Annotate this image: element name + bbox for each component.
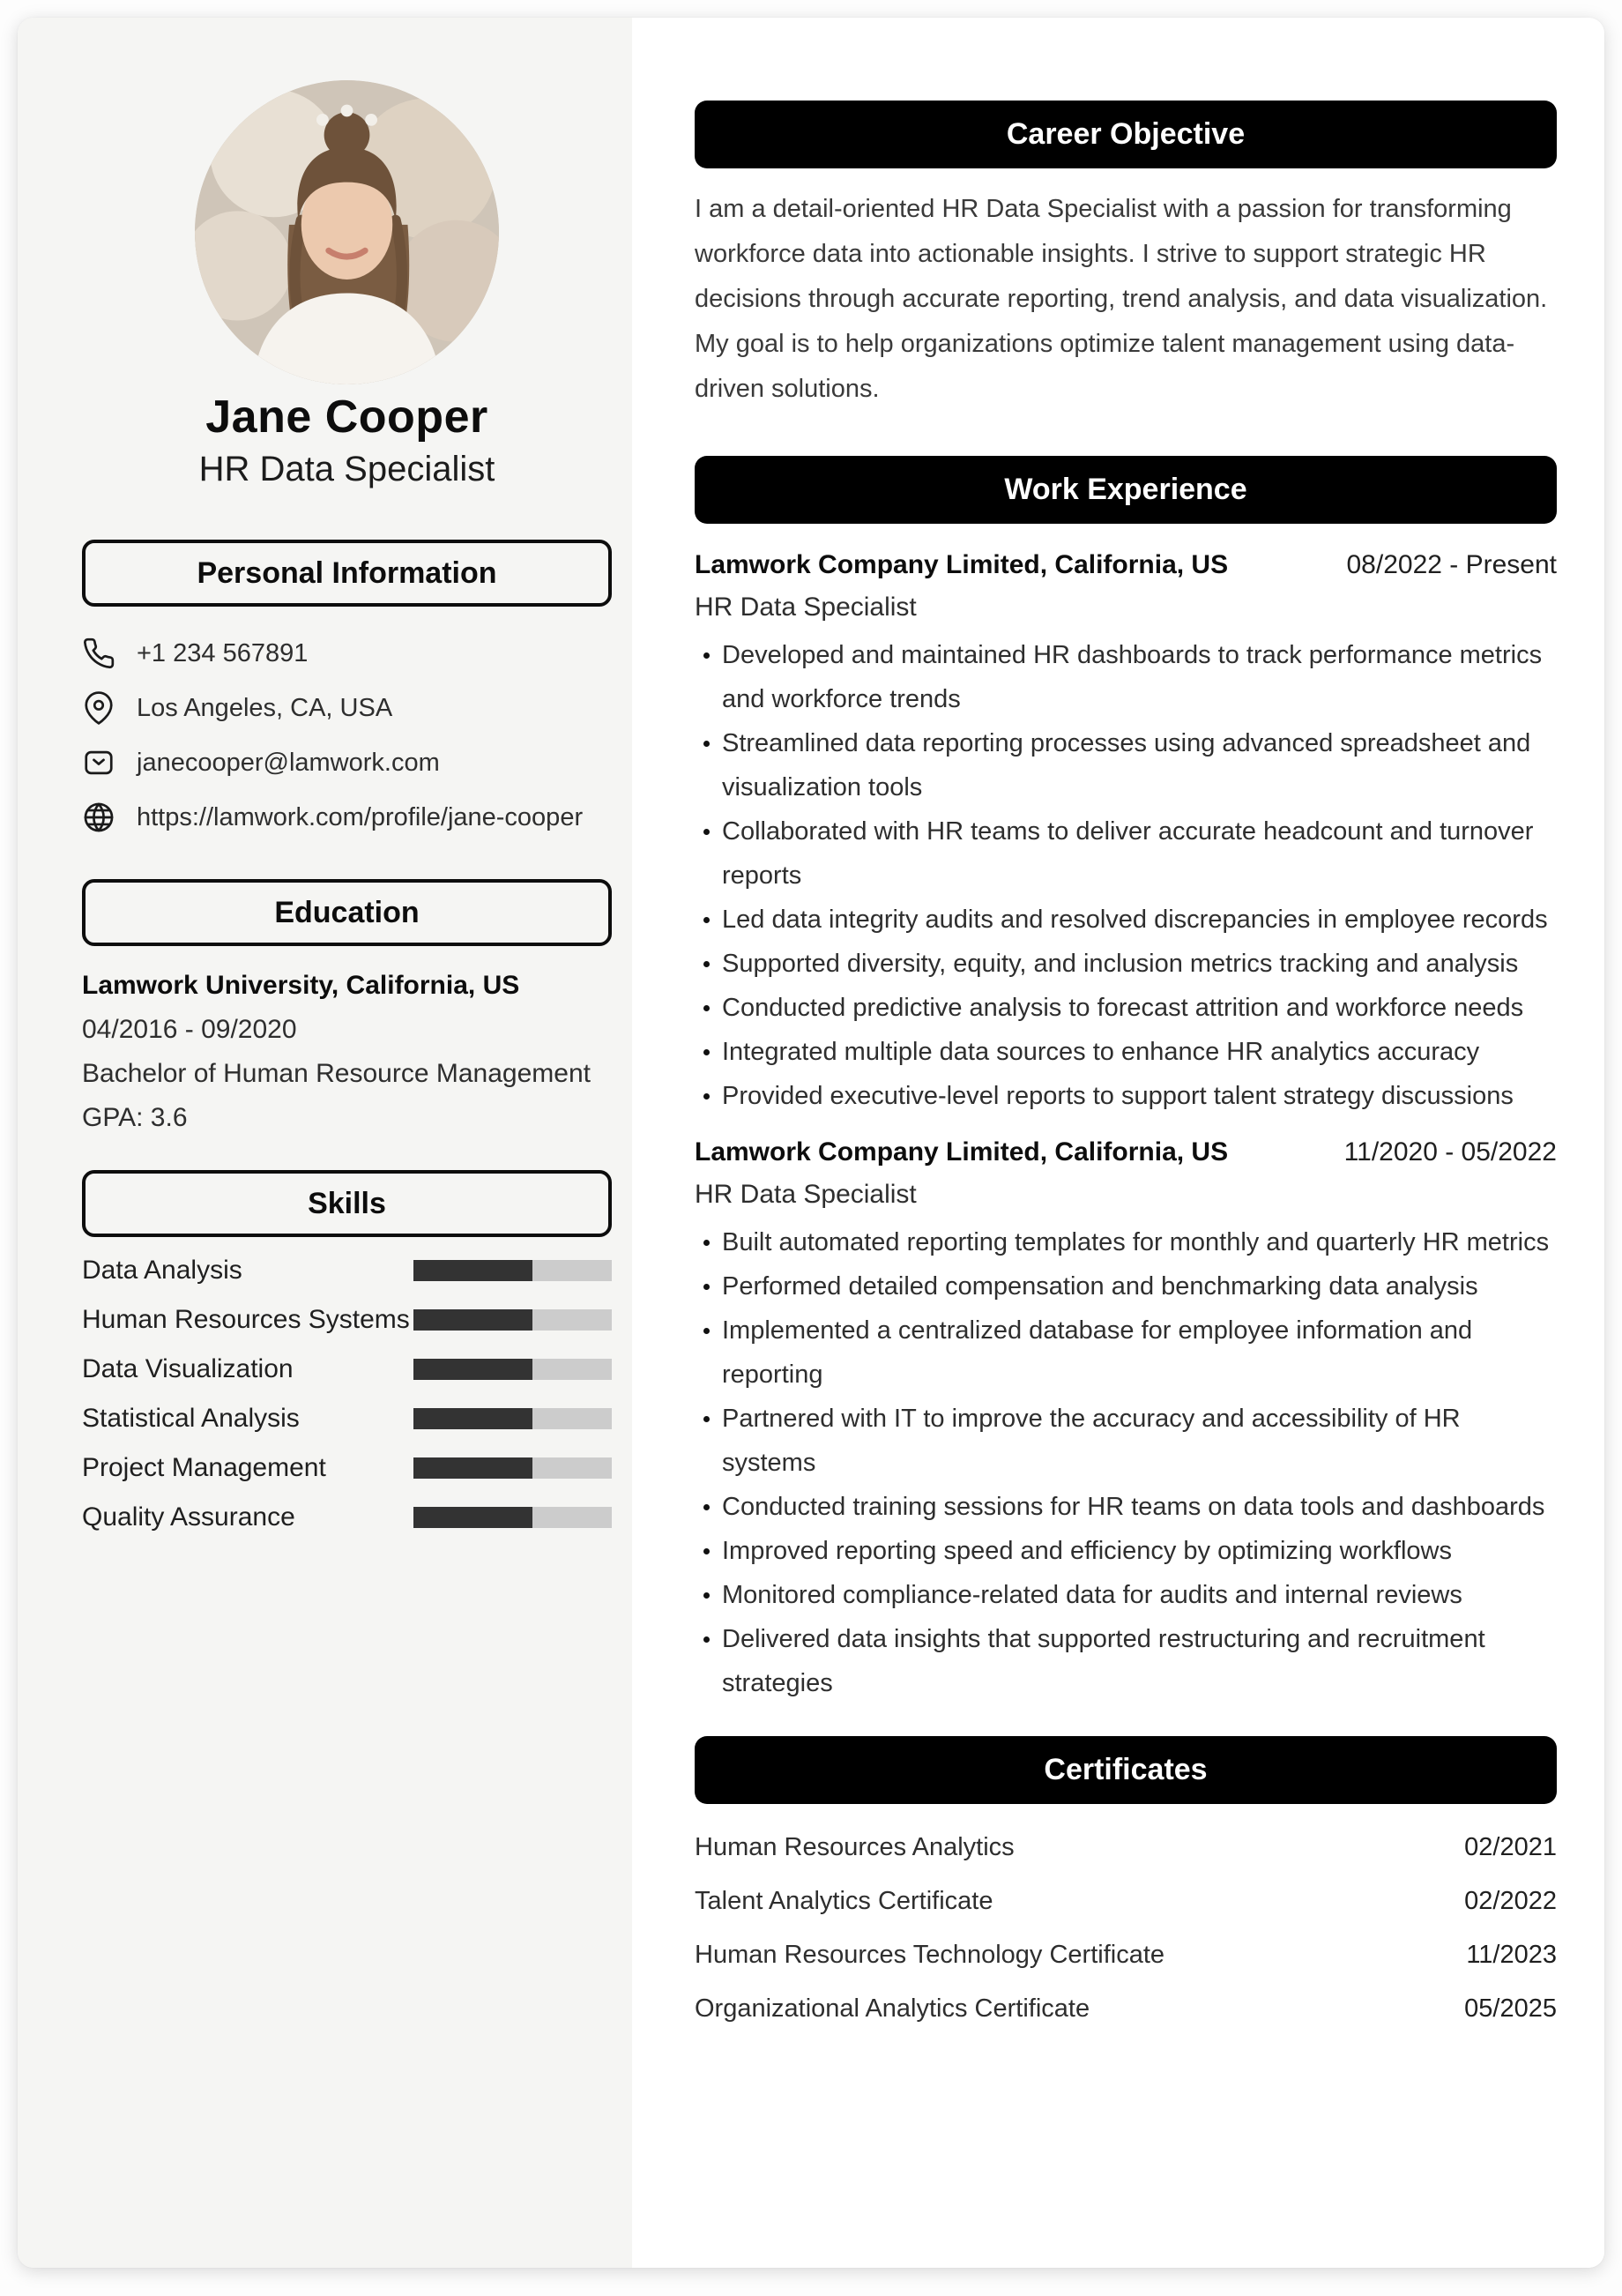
job-bullet: Streamlined data reporting processes using advanced spreadsheet and visualization tools <box>695 721 1557 809</box>
skill-progress-fill <box>413 1260 532 1281</box>
skill-list <box>82 1246 612 1542</box>
education-dates: 04/2016 - 09/2020 <box>82 1015 297 1044</box>
resume-page <box>18 18 1604 2268</box>
job-bullet: Led data integrity audits and resolved discrepancies in employee records <box>695 898 1557 942</box>
location-icon <box>82 691 115 725</box>
section-header-education <box>82 879 612 946</box>
job-dates: 08/2022 - Present <box>1346 550 1557 579</box>
person-title: HR Data Specialist <box>198 450 495 488</box>
contact-row-location <box>82 681 612 735</box>
skill-progress-bar <box>413 1359 612 1380</box>
job-bullet: Integrated multiple data sources to enhance HR analytics accuracy <box>695 1030 1557 1074</box>
skill-row <box>82 1295 612 1345</box>
skill-progress-fill <box>413 1309 532 1331</box>
skill-progress-bar <box>413 1408 612 1429</box>
job-bullet: Conducted training sessions for HR teams on data tools and dashboards <box>695 1485 1557 1529</box>
job-bullet: Performed detailed compensation and benchmarking data analysis <box>695 1264 1557 1308</box>
certificate-row <box>695 1928 1557 1982</box>
section-title: Work Experience <box>1004 473 1247 506</box>
profile-photo <box>195 80 499 384</box>
certificate-name: Organizational Analytics Certificate <box>695 1994 1090 2023</box>
skill-progress-fill <box>413 1359 532 1380</box>
section-header-career-objective <box>695 101 1557 168</box>
certificate-date: 02/2021 <box>1464 1833 1557 1861</box>
certificate-name: Talent Analytics Certificate <box>695 1887 993 1915</box>
section-title: Skills <box>308 1186 386 1220</box>
job-bullet-list <box>695 633 1557 1118</box>
skill-row <box>82 1394 612 1443</box>
certificate-row <box>695 1875 1557 1928</box>
certificate-name: Human Resources Technology Certificate <box>695 1941 1165 1969</box>
job-bullet: Implemented a centralized database for employee information and reporting <box>695 1308 1557 1397</box>
skill-label: Quality Assurance <box>82 1502 295 1532</box>
email-value: janecooper@lamwork.com <box>137 748 440 777</box>
certificate-list <box>695 1821 1557 2036</box>
skill-row <box>82 1443 612 1493</box>
education-degree: Bachelor of Human Resource Management <box>82 1059 591 1088</box>
skill-row <box>82 1345 612 1394</box>
location-value: Los Angeles, CA, USA <box>137 693 393 722</box>
job-bullet-list <box>695 1220 1557 1705</box>
skill-progress-bar <box>413 1457 612 1479</box>
certificate-date: 11/2023 <box>1466 1941 1557 1969</box>
contact-list <box>82 626 612 845</box>
skill-row <box>82 1493 612 1542</box>
job-bullet: Developed and maintained HR dashboards to track performance metrics and workforce trends <box>695 633 1557 721</box>
job-header <box>695 547 1557 584</box>
section-title: Career Objective <box>1006 117 1246 151</box>
job-bullet: Improved reporting speed and efficiency by optimizing workflows <box>695 1529 1557 1573</box>
skill-label: Project Management <box>82 1453 326 1482</box>
section-header-skills <box>82 1170 612 1237</box>
section-header-work-experience <box>695 456 1557 524</box>
career-objective-text: I am a detail-oriented HR Data Specialist with a passion for transforming workforce data into actionable insights. I strive to support strategic HR decisions through accurate reporting, trend analysis, and data visualization. My goal is to help organizations optimize talent management using data-driven solutions. <box>695 195 1548 403</box>
job-bullet: Built automated reporting templates for monthly and quarterly HR metrics <box>695 1220 1557 1264</box>
section-header-certificates <box>695 1736 1557 1804</box>
contact-row-email <box>82 735 612 790</box>
job-bullet: Collaborated with HR teams to deliver accurate headcount and turnover reports <box>695 809 1557 898</box>
job-dates: 11/2020 - 05/2022 <box>1343 1137 1557 1167</box>
contact-row-website <box>82 790 612 845</box>
skill-progress-bar <box>413 1309 612 1331</box>
company-name: Lamwork Company Limited, California, US <box>695 550 1229 579</box>
job-bullet: Conducted predictive analysis to forecast attrition and workforce needs <box>695 986 1557 1030</box>
email-icon <box>82 746 115 779</box>
globe-icon <box>82 801 115 834</box>
phone-icon <box>82 637 115 670</box>
skill-row <box>82 1246 612 1295</box>
skill-label: Data Analysis <box>82 1256 242 1285</box>
phone-value: +1 234 567891 <box>137 638 309 667</box>
job-bullet: Partnered with IT to improve the accuracy and accessibility of HR systems <box>695 1397 1557 1485</box>
section-title: Certificates <box>1044 1753 1208 1786</box>
certificate-date: 02/2022 <box>1464 1887 1557 1915</box>
certificate-name: Human Resources Analytics <box>695 1833 1015 1861</box>
job-bullet: Delivered data insights that supported restructuring and recruitment strategies <box>695 1617 1557 1705</box>
skill-progress-bar <box>413 1507 612 1528</box>
job-bullet: Monitored compliance-related data for audits and internal reviews <box>695 1573 1557 1617</box>
education-gpa: GPA: 3.6 <box>82 1103 188 1132</box>
skill-progress-fill <box>413 1507 532 1528</box>
certificate-row <box>695 1821 1557 1875</box>
job-header <box>695 1134 1557 1171</box>
work-experience-entry <box>695 1134 1557 1705</box>
skill-label: Statistical Analysis <box>82 1404 300 1433</box>
website-value: https://lamwork.com/profile/jane-cooper <box>137 802 584 831</box>
skill-progress-bar <box>413 1260 612 1281</box>
job-bullet: Supported diversity, equity, and inclusion metrics tracking and analysis <box>695 942 1557 986</box>
contact-row-phone <box>82 626 612 681</box>
skill-label: Data Visualization <box>82 1354 294 1383</box>
skill-progress-fill <box>413 1408 532 1429</box>
skill-progress-fill <box>413 1457 532 1479</box>
section-header-personal-information <box>82 540 612 607</box>
education-entry <box>82 964 612 1140</box>
education-school: Lamwork University, California, US <box>82 971 520 1000</box>
certificate-row <box>695 1982 1557 2036</box>
skill-label: Human Resources Systems <box>82 1305 410 1334</box>
sidebar <box>18 18 632 2268</box>
person-name: Jane Cooper <box>205 391 488 443</box>
section-title: Personal Information <box>197 555 497 590</box>
work-experience-entry <box>695 547 1557 1118</box>
certificate-date: 05/2025 <box>1464 1994 1557 2023</box>
section-title: Education <box>274 895 420 929</box>
job-role: HR Data Specialist <box>695 1180 917 1209</box>
job-bullet: Provided executive-level reports to support talent strategy discussions <box>695 1074 1557 1118</box>
profile-photo-illustration <box>195 80 499 384</box>
job-role: HR Data Specialist <box>695 593 917 622</box>
company-name: Lamwork Company Limited, California, US <box>695 1137 1229 1167</box>
main-content <box>632 18 1604 2268</box>
